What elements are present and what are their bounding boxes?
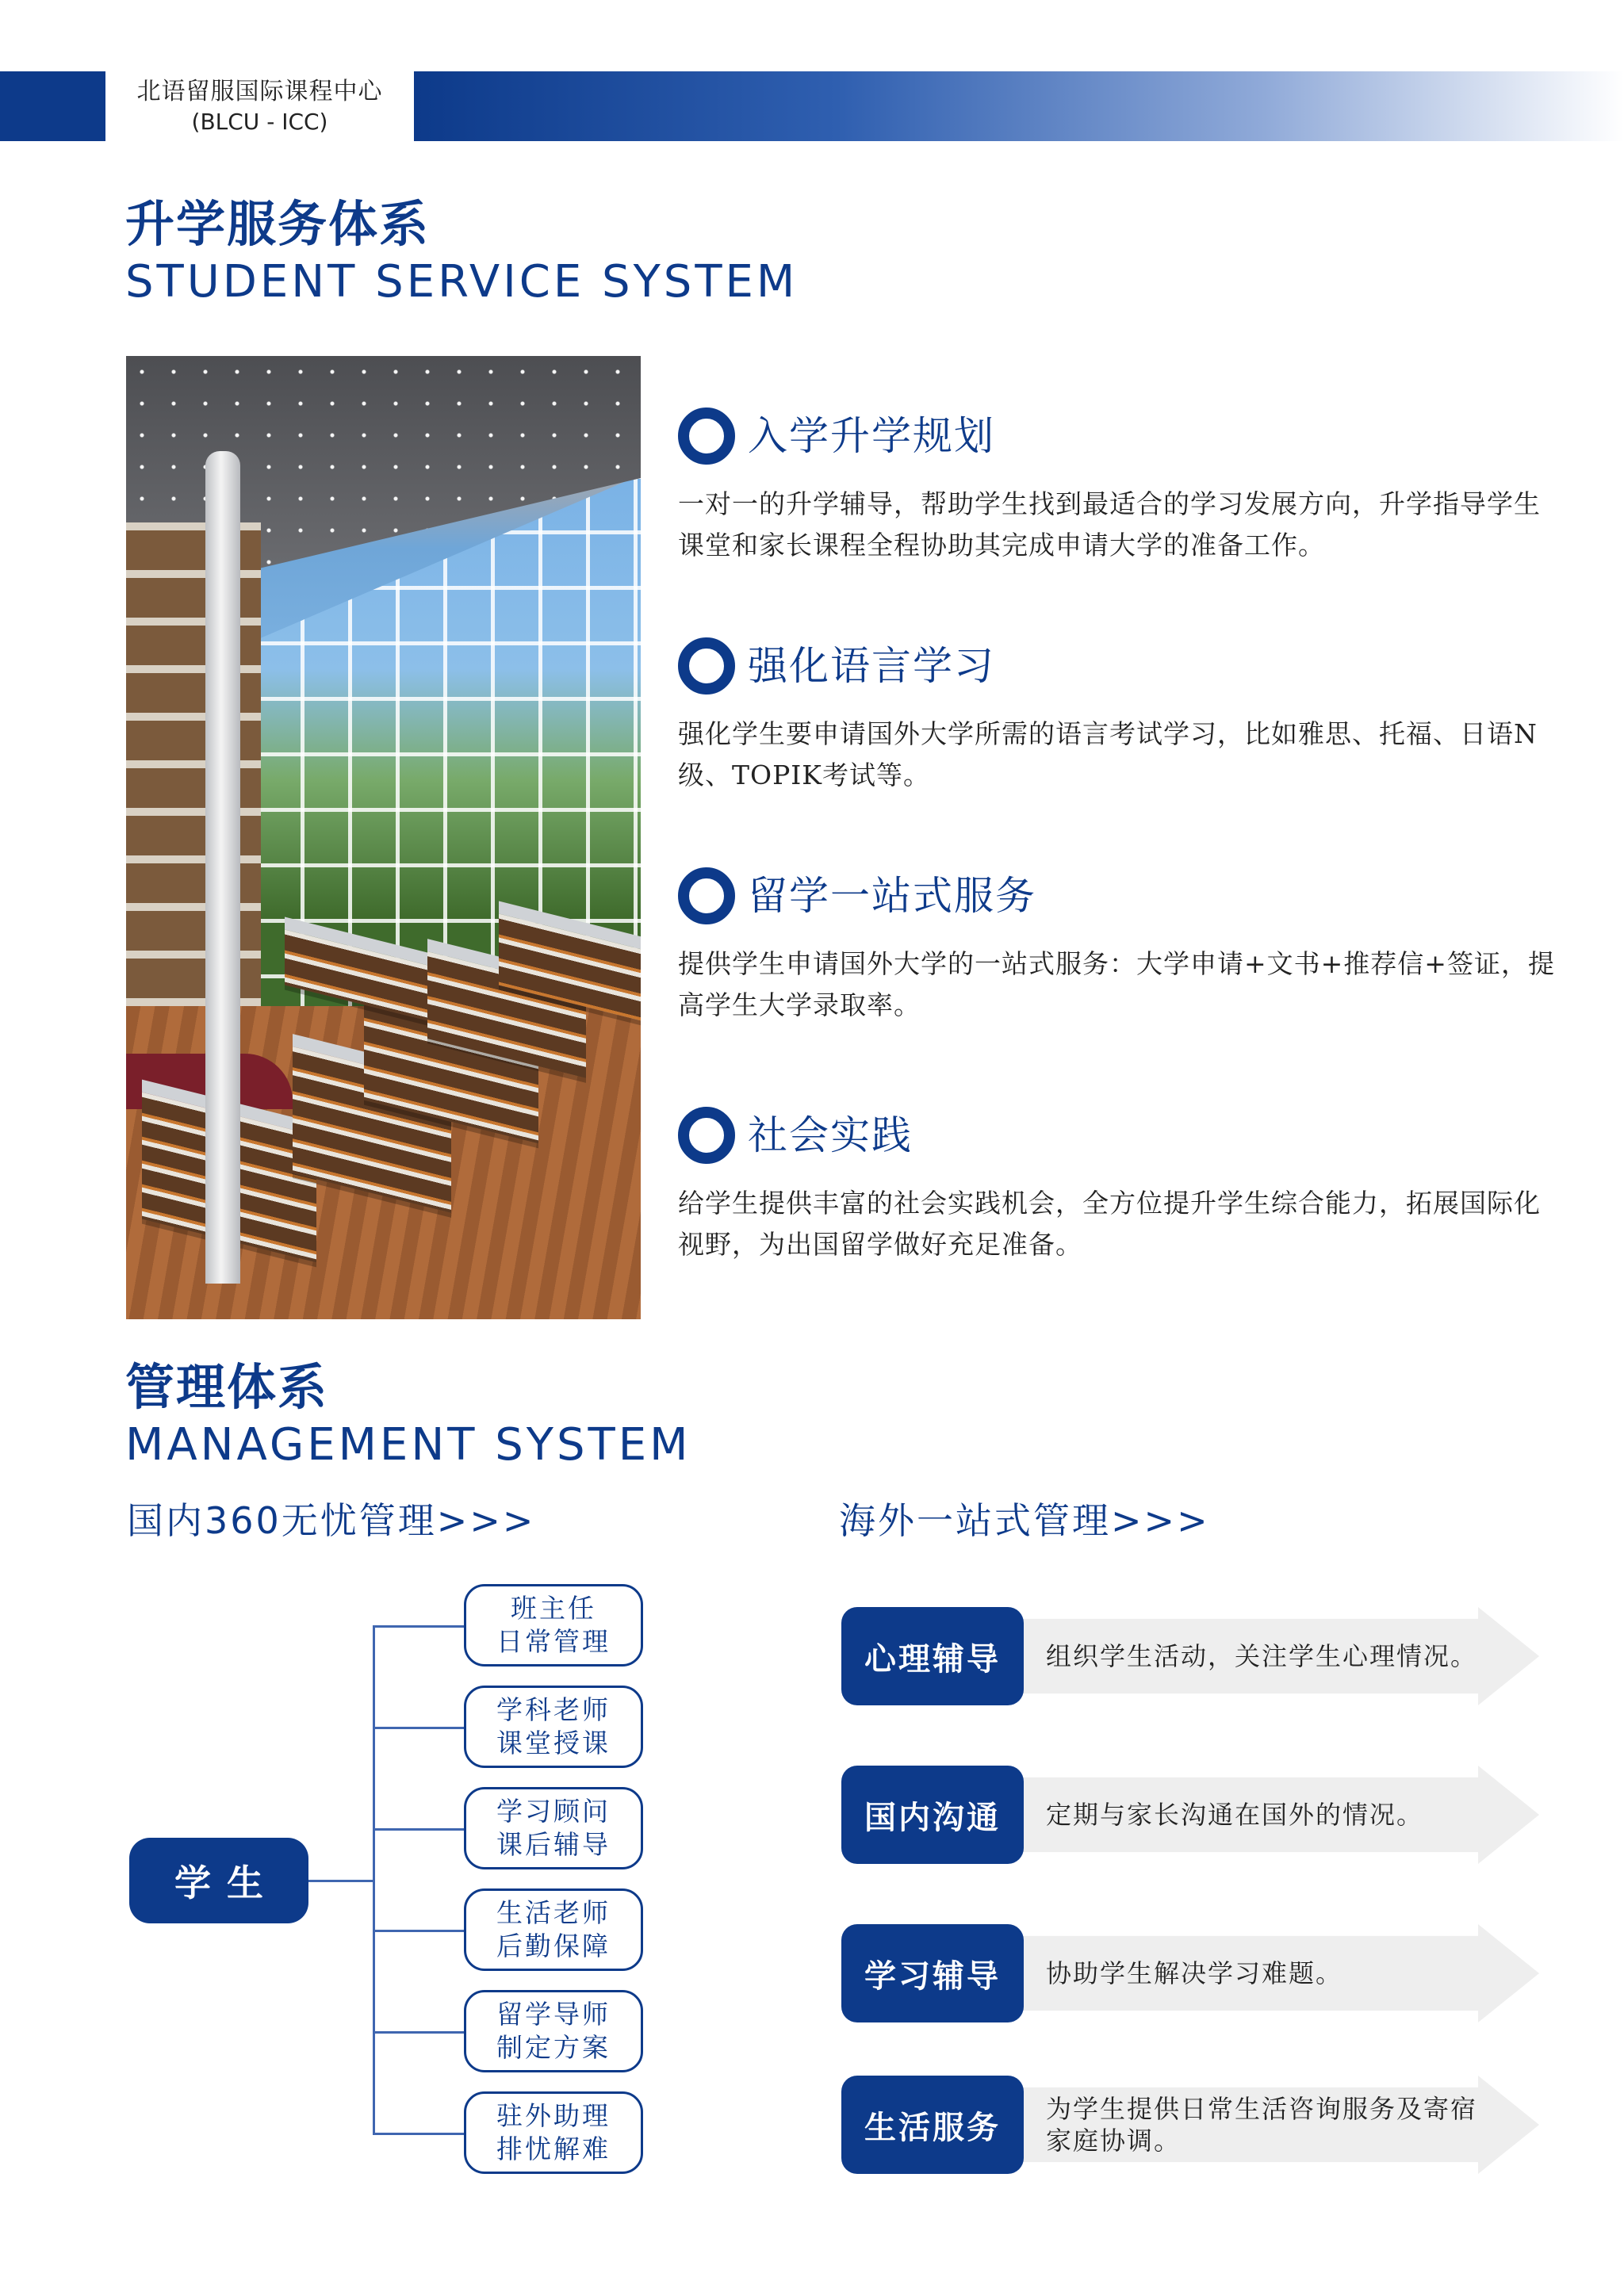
tree-connector	[308, 1880, 373, 1882]
overseas-text: 协助学生解决学习难题。	[1046, 1958, 1343, 1988]
tree-branch	[373, 2133, 464, 2135]
overseas-text: 组织学生活动，关注学生心理情况。	[1046, 1641, 1478, 1671]
ring-bullet-icon	[678, 1107, 735, 1164]
service-item-title: 入学升学规划	[748, 413, 995, 459]
tree-branch	[373, 1625, 464, 1628]
header-org	[105, 71, 414, 141]
overseas-label: 心理辅导	[841, 1607, 1024, 1705]
ring-bullet-icon	[678, 867, 735, 924]
overseas-row	[841, 1766, 1539, 1864]
service-item-title: 社会实践	[748, 1112, 913, 1158]
role-node	[464, 1584, 643, 1667]
role-line2: 日常管理	[496, 1626, 611, 1657]
service-title-cn: 升学服务体系	[125, 195, 431, 253]
role-line1: 学习顾问	[496, 1796, 611, 1827]
role-line2: 排忧解难	[496, 2133, 611, 2164]
role-node	[464, 1990, 643, 2072]
service-section-title	[125, 194, 798, 310]
tree-branch	[373, 2031, 464, 2034]
tree-branch	[373, 1727, 464, 1729]
library-left-wall	[126, 522, 261, 1030]
ring-bullet-icon	[678, 637, 735, 695]
service-item	[678, 406, 1562, 566]
overseas-label: 生活服务	[841, 2076, 1024, 2174]
role-node	[464, 1686, 643, 1768]
service-item-title: 强化语言学习	[748, 643, 995, 689]
library-photo	[126, 356, 641, 1319]
role-line2: 制定方案	[496, 2032, 611, 2063]
management-title-en: MANAGEMENT SYSTEM	[125, 1419, 691, 1471]
role-node	[464, 1888, 643, 1971]
service-item-body: 提供学生申请国外大学的一站式服务：大学申请+文书+推荐信+签证，提高学生大学录取率。	[678, 948, 1555, 1020]
overseas-text: 定期与家长沟通在国外的情况。	[1046, 1800, 1424, 1830]
role-node	[464, 2091, 643, 2174]
service-item	[678, 1105, 1562, 1265]
tree-branch	[373, 1828, 464, 1831]
role-line1: 驻外助理	[496, 2100, 611, 2131]
library-column	[205, 451, 240, 1284]
tree-trunk	[373, 1625, 375, 2133]
overseas-heading: 海外一站式管理>>>	[839, 1499, 1210, 1542]
role-node	[464, 1787, 643, 1869]
role-line1: 留学导师	[496, 1999, 611, 2030]
role-line2: 课堂授课	[496, 1728, 611, 1758]
service-item-title: 留学一站式服务	[748, 873, 1036, 919]
role-line2: 课后辅导	[496, 1829, 611, 1860]
service-item	[678, 866, 1562, 1026]
overseas-text: 为学生提供日常生活咨询服务及寄宿家庭协调。	[1046, 2094, 1478, 2156]
role-line2: 后勤保障	[496, 1931, 611, 1961]
header-org-name-en: (BLCU - ICC)	[191, 109, 328, 135]
header-gradient-band	[414, 71, 1624, 141]
role-line1: 生活老师	[496, 1897, 611, 1928]
tree-branch	[373, 1930, 464, 1932]
management-title-cn: 管理体系	[125, 1358, 329, 1416]
role-line1: 班主任	[511, 1593, 596, 1624]
student-node: 学生	[129, 1838, 308, 1923]
service-item-body: 强化学生要申请国外大学所需的语言考试学习，比如雅思、托福、日语N级、TOPIK考试等。	[678, 718, 1538, 790]
service-item-body: 给学生提供丰富的社会实践机会，全方位提升学生综合能力，拓展国际化视野，为出国留学做好充足准备。	[678, 1188, 1541, 1260]
ring-bullet-icon	[678, 408, 735, 465]
overseas-label: 国内沟通	[841, 1766, 1024, 1864]
overseas-row	[841, 2076, 1539, 2174]
overseas-row	[841, 1924, 1539, 2022]
service-item-body: 一对一的升学辅导，帮助学生找到最适合的学习发展方向，升学指导学生课堂和家长课程全程协助其完成申请大学的准备工作。	[678, 488, 1541, 561]
header-left-block	[0, 71, 105, 141]
management-section-title	[125, 1357, 691, 1473]
domestic-heading: 国内360无忧管理>>>	[127, 1499, 536, 1542]
service-title-en: STUDENT SERVICE SYSTEM	[125, 256, 799, 308]
overseas-label: 学习辅导	[841, 1924, 1024, 2022]
overseas-row	[841, 1607, 1539, 1705]
role-line1: 学科老师	[496, 1694, 611, 1725]
header-org-name-cn: 北语留服国际课程中心	[136, 78, 383, 105]
service-item	[678, 636, 1562, 796]
